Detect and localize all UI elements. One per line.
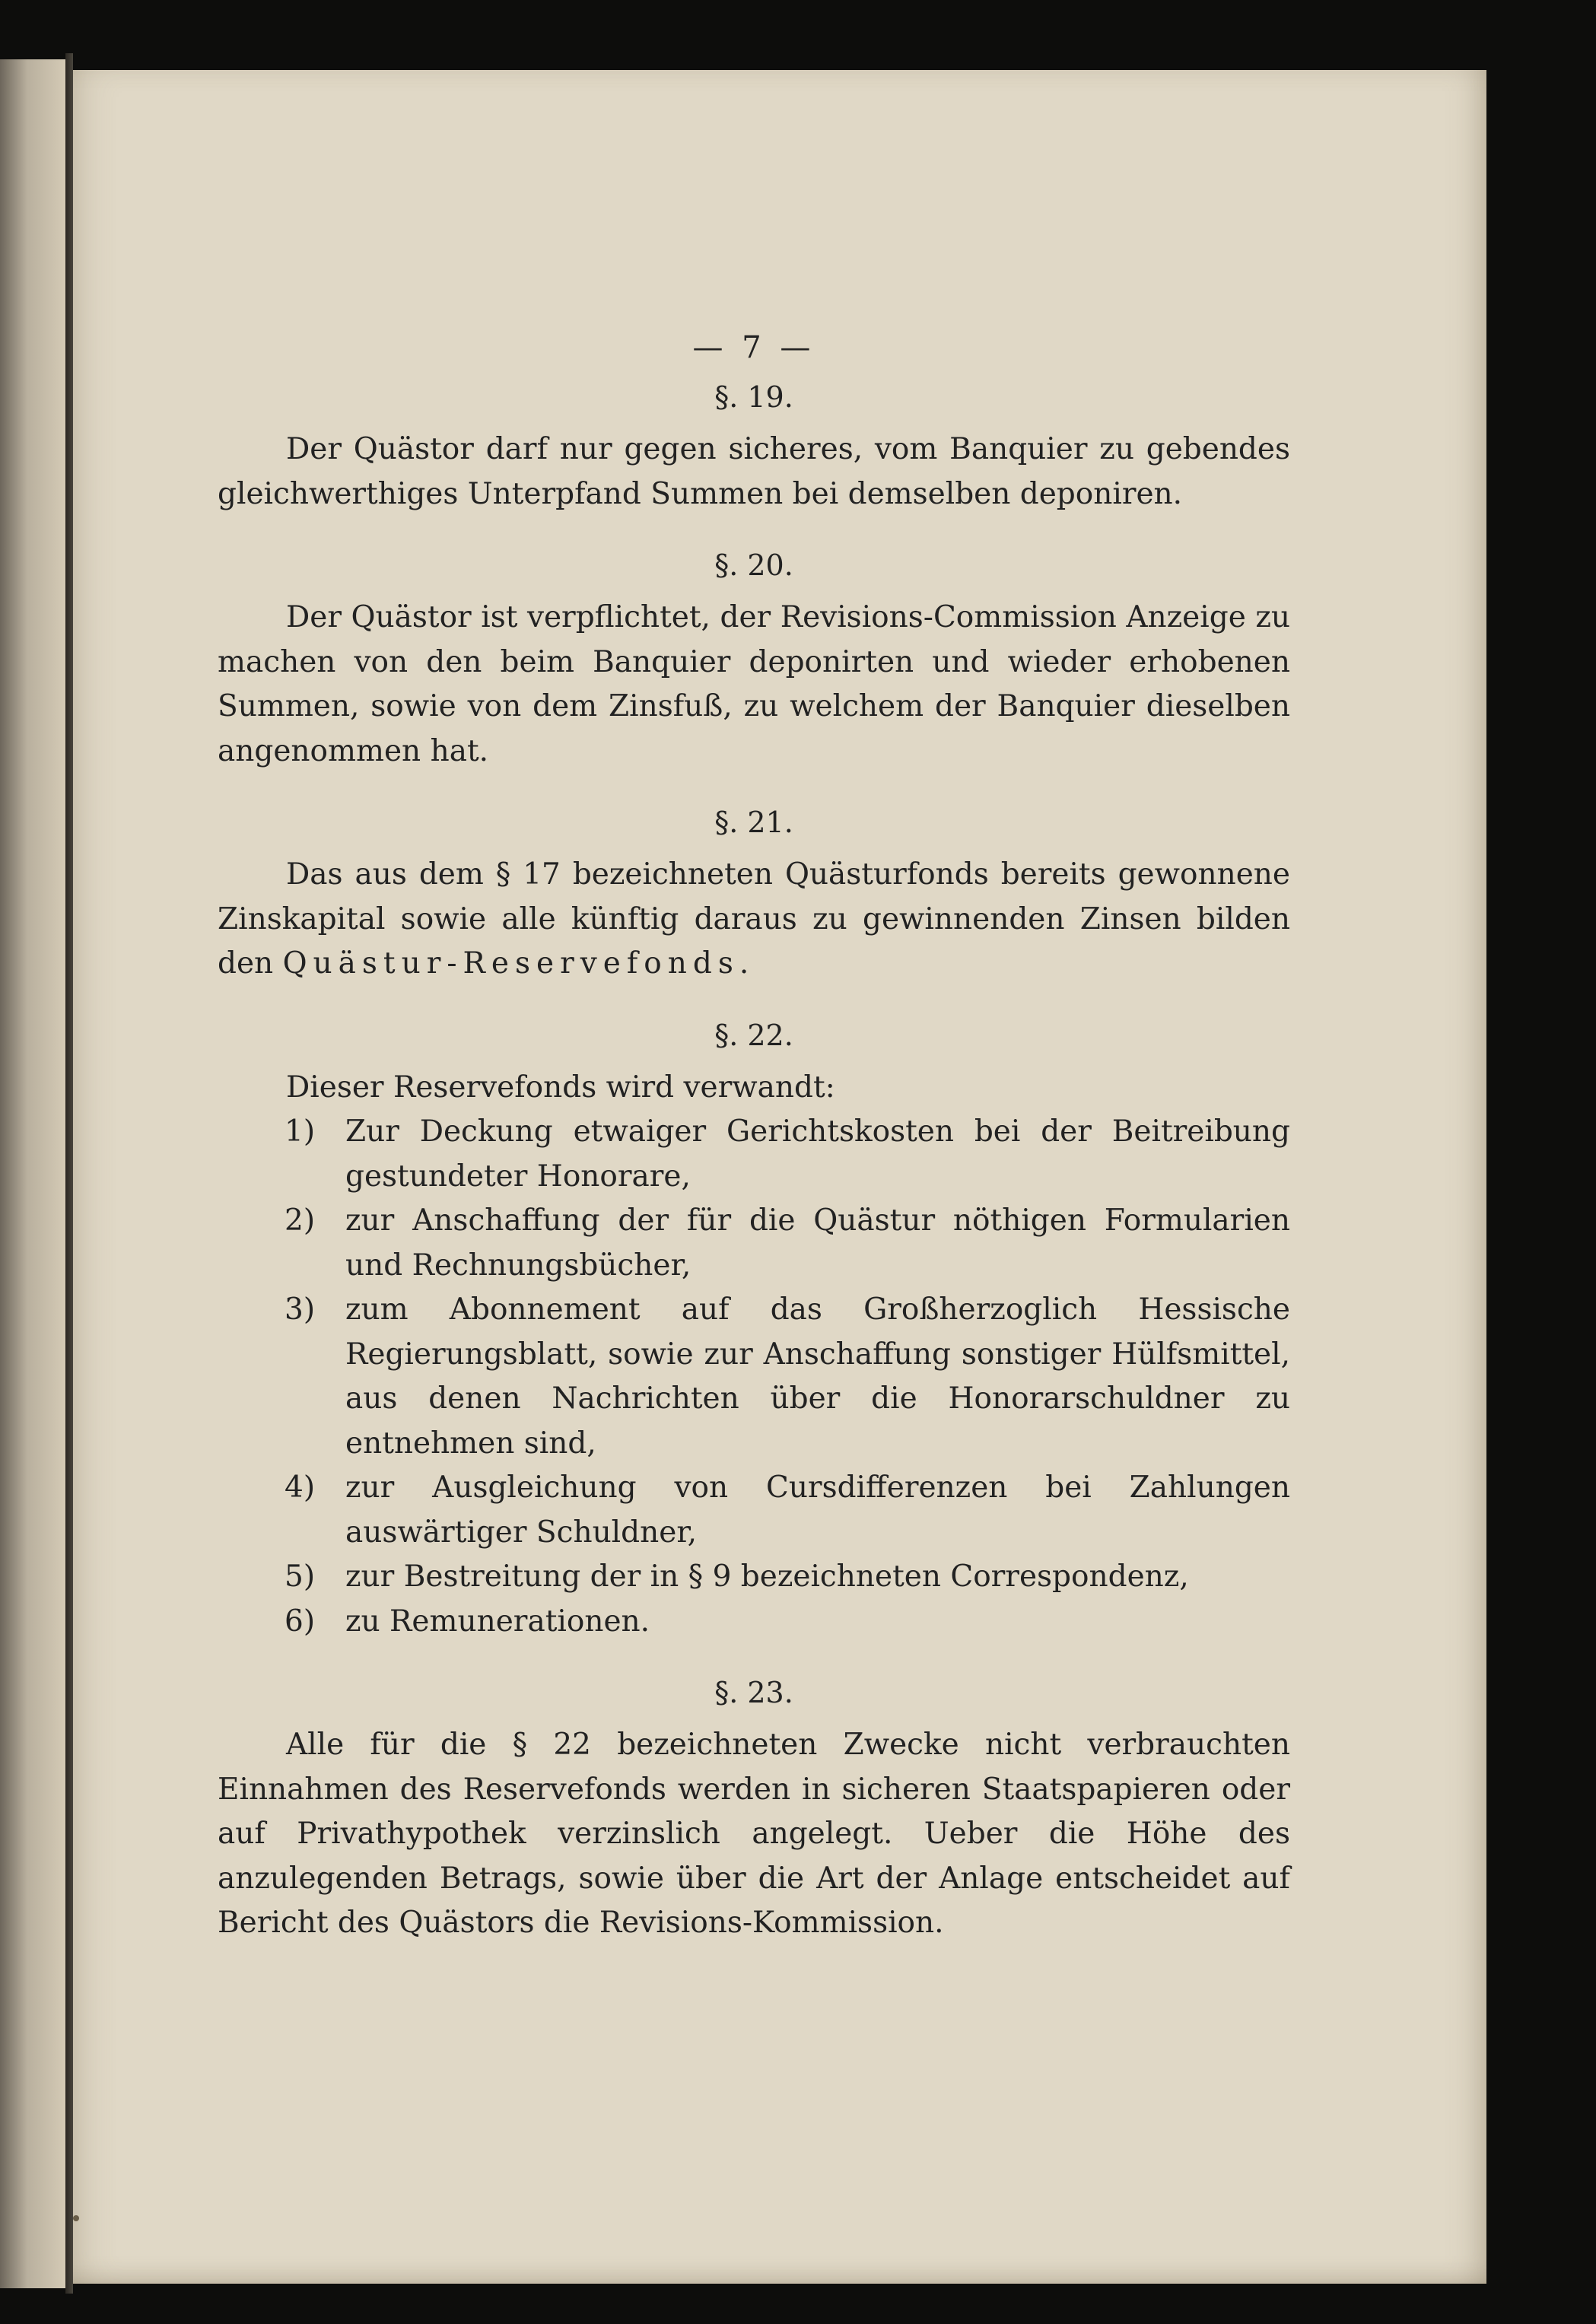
adjacent-page-edge bbox=[0, 59, 68, 2288]
document-page bbox=[73, 70, 1486, 2284]
section-heading: §. 21. bbox=[714, 806, 793, 839]
list-number: 1) bbox=[285, 1114, 316, 1149]
section-heading: §. 20. bbox=[714, 548, 793, 582]
list-text: zur Anschaffung der für die Quästur nöthigen Formularien und Rechnungsbücher, bbox=[345, 1203, 1290, 1283]
list-number: 5) bbox=[285, 1559, 316, 1594]
page-text bbox=[218, 330, 1290, 1978]
section-22 bbox=[218, 1019, 1290, 1645]
section-heading: §. 19. bbox=[714, 380, 793, 414]
list-text: Zur Deckung etwaiger Gerichtskosten bei der Beitreibung gestundeter Honorare, bbox=[345, 1114, 1290, 1194]
section-19 bbox=[218, 380, 1290, 517]
list-text: zur Ausgleichung von Cursdifferenzen bei Zahlungen auswärtiger Schuldner, bbox=[345, 1470, 1290, 1550]
list-item bbox=[218, 1555, 1290, 1600]
section-heading: §. 22. bbox=[714, 1018, 793, 1052]
fund-name-spaced: Quästur-Reservefonds. bbox=[282, 946, 755, 981]
page-speck bbox=[73, 2215, 79, 2221]
list-number: 3) bbox=[285, 1292, 316, 1327]
list-number: 6) bbox=[285, 1604, 316, 1639]
list-text: zur Bestreitung der in § 9 bezeichneten Correspondenz, bbox=[345, 1559, 1189, 1594]
section-paragraph bbox=[218, 853, 1290, 987]
list-item bbox=[218, 1199, 1290, 1288]
list-item bbox=[218, 1600, 1290, 1645]
list-item bbox=[218, 1288, 1290, 1466]
page-number: — 7 — bbox=[692, 330, 815, 365]
list-text: zum Abonnement auf das Großherzoglich Hessische Regierungsblatt, sowie zur Anschaffung sonstiger Hülfsmittel, aus denen Nachrichten über die Honorarschuldner zu entnehmen sind, bbox=[345, 1292, 1290, 1461]
section-paragraph: Der Quästor darf nur gegen sicheres, vom Banquier zu gebendes gleichwerthiges Unterpfand Summen bei demselben deponiren. bbox=[218, 432, 1290, 511]
list-text: zu Remunerationen. bbox=[345, 1604, 650, 1639]
book-gutter bbox=[65, 53, 73, 2294]
list-item bbox=[218, 1110, 1290, 1199]
section-paragraph: Alle für die § 22 bezeichneten Zwecke nicht verbrauchten Einnahmen des Reservefonds werden in sicheren Staatspapieren oder auf Privathypothek verzinslich angelegt. Ueber die Höhe des anzulegenden Betrags, sowie über die Art der Anlage entscheidet auf Bericht des Quästors die Revisions-Kommission. bbox=[218, 1728, 1290, 1940]
list-item bbox=[218, 1466, 1290, 1555]
section-21 bbox=[218, 806, 1290, 987]
section-23 bbox=[218, 1676, 1290, 1946]
section-20 bbox=[218, 548, 1290, 774]
usage-list bbox=[218, 1110, 1290, 1644]
paragraph-text: Das aus dem § 17 bezeichneten Quästurfonds bereits gewonnene Zinskapital sowie alle künftig daraus zu gewinnenden Zinsen bilden den bbox=[218, 857, 1290, 981]
section-paragraph: Der Quästor ist verpflichtet, der Revisions-Commission Anzeige zu machen von den beim Banquier deponirten und wieder erhobenen Summen, sowie von dem Zinsfuß, zu welchem der Banquier dieselben angenommen hat. bbox=[218, 600, 1290, 768]
list-intro: Dieser Reservefonds wird verwandt: bbox=[286, 1070, 835, 1105]
list-number: 2) bbox=[285, 1203, 316, 1238]
section-heading: §. 23. bbox=[714, 1676, 793, 1709]
list-number: 4) bbox=[285, 1470, 316, 1505]
